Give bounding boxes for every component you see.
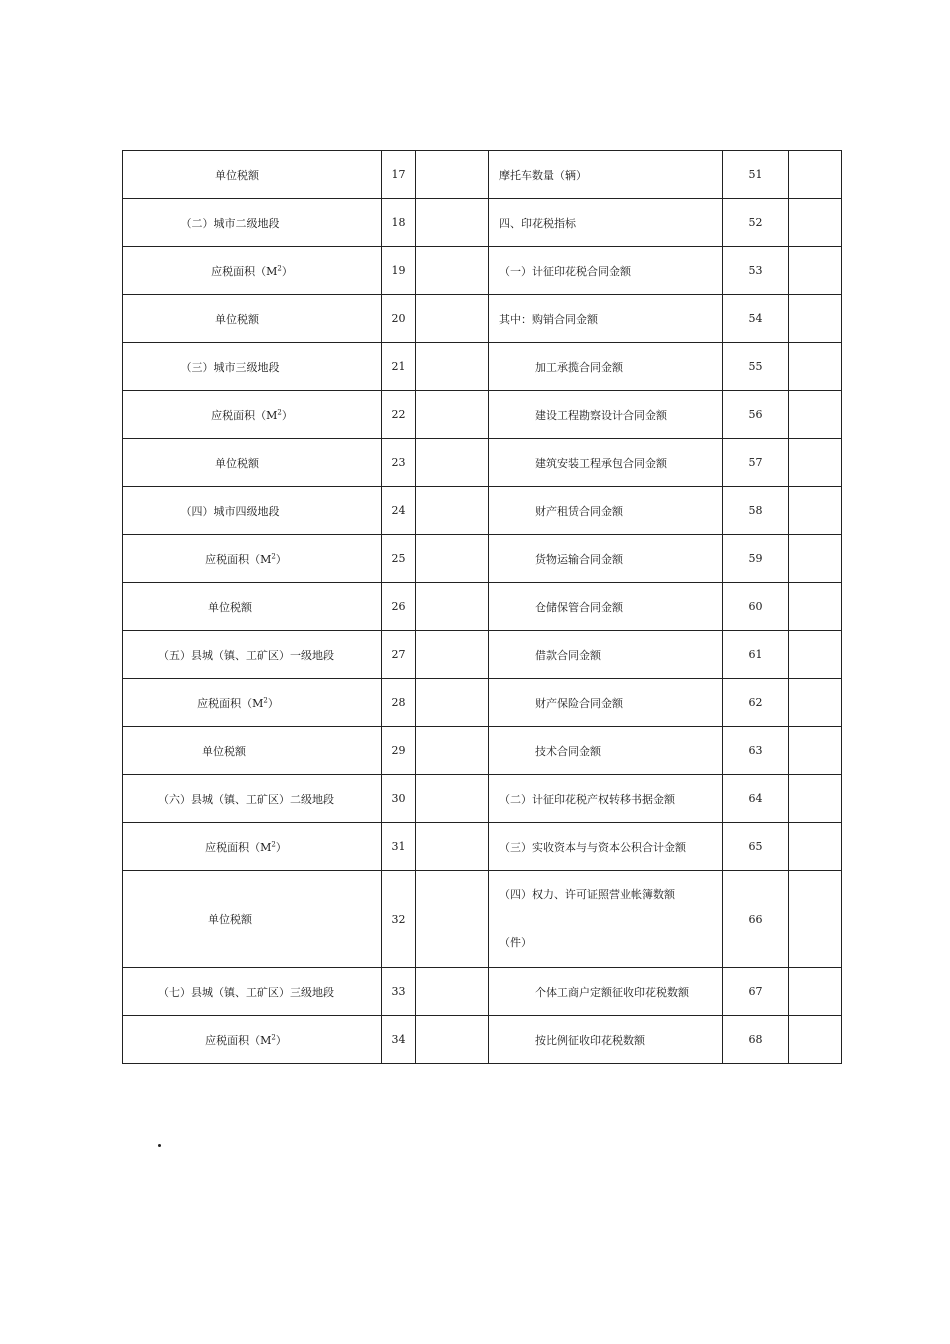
right-item-label: 货物运输合同金额 — [489, 535, 723, 583]
left-item-label: 应税面积$(M^2)$ — [123, 391, 382, 439]
right-value-cell[interactable] — [789, 343, 842, 391]
table-row — [123, 679, 842, 727]
right-value-cell[interactable] — [789, 247, 842, 295]
left-item-label: 应税面积$(M^2)$ — [123, 1016, 382, 1064]
left-item-number: 32 — [382, 871, 416, 968]
left-item-label: （三）城市三级地段 — [123, 343, 382, 391]
left-item-label: 单位税额 — [123, 295, 382, 343]
right-item-label: 加工承揽合同金额 — [489, 343, 723, 391]
right-value-cell[interactable] — [789, 775, 842, 823]
right-item-number: 54 — [723, 295, 789, 343]
left-item-label: 单位税额 — [123, 727, 382, 775]
table-row — [123, 631, 842, 679]
bullet-mark — [158, 1144, 161, 1147]
left-value-cell[interactable] — [416, 199, 489, 247]
right-item-label: （四）权力、许可证照营业帐簿数额（件） — [489, 871, 723, 968]
left-value-cell[interactable] — [416, 295, 489, 343]
right-value-cell[interactable] — [789, 151, 842, 199]
left-value-cell[interactable] — [416, 727, 489, 775]
right-item-label: 建筑安装工程承包合同金额 — [489, 439, 723, 487]
table-row — [123, 535, 842, 583]
right-item-number: 66 — [723, 871, 789, 968]
left-value-cell[interactable] — [416, 343, 489, 391]
right-value-cell[interactable] — [789, 968, 842, 1016]
left-value-cell[interactable] — [416, 487, 489, 535]
right-item-label: （一）计征印花税合同金额 — [489, 247, 723, 295]
right-item-label: 财产保险合同金额 — [489, 679, 723, 727]
left-value-cell[interactable] — [416, 631, 489, 679]
right-item-number: 68 — [723, 1016, 789, 1064]
left-value-cell[interactable] — [416, 391, 489, 439]
left-item-label: 应税面积$(M^2)$ — [123, 535, 382, 583]
left-item-number: 33 — [382, 968, 416, 1016]
table-row — [123, 247, 842, 295]
superscript: 2 — [277, 263, 282, 272]
left-value-cell[interactable] — [416, 583, 489, 631]
left-item-label: 单位税额 — [123, 151, 382, 199]
right-item-number: 51 — [723, 151, 789, 199]
table-row — [123, 1016, 842, 1064]
right-value-cell[interactable] — [789, 871, 842, 968]
left-item-number: 25 — [382, 535, 416, 583]
superscript: 2 — [271, 1032, 276, 1041]
right-item-label: 技术合同金额 — [489, 727, 723, 775]
right-item-label: 个体工商户定额征收印花税数额 — [489, 968, 723, 1016]
left-item-number: 21 — [382, 343, 416, 391]
left-item-number: 29 — [382, 727, 416, 775]
right-value-cell[interactable] — [789, 823, 842, 871]
right-item-label: 按比例征收印花税数额 — [489, 1016, 723, 1064]
left-item-label: 单位税额 — [123, 439, 382, 487]
right-value-cell[interactable] — [789, 727, 842, 775]
right-item-number: 55 — [723, 343, 789, 391]
table-row — [123, 295, 842, 343]
left-item-number: 17 — [382, 151, 416, 199]
table-row — [123, 583, 842, 631]
table-row — [123, 823, 842, 871]
left-item-number: 30 — [382, 775, 416, 823]
right-item-number: 59 — [723, 535, 789, 583]
left-value-cell[interactable] — [416, 1016, 489, 1064]
right-value-cell[interactable] — [789, 391, 842, 439]
table-row — [123, 199, 842, 247]
right-item-number: 58 — [723, 487, 789, 535]
right-item-number: 67 — [723, 968, 789, 1016]
superscript: 2 — [263, 695, 268, 704]
table-row — [123, 968, 842, 1016]
left-value-cell[interactable] — [416, 823, 489, 871]
left-item-number: 24 — [382, 487, 416, 535]
left-item-number: 22 — [382, 391, 416, 439]
left-item-number: 27 — [382, 631, 416, 679]
left-item-number: 19 — [382, 247, 416, 295]
left-item-label: 单位税额 — [123, 871, 382, 968]
left-item-number: 31 — [382, 823, 416, 871]
right-item-number: 64 — [723, 775, 789, 823]
left-item-number: 26 — [382, 583, 416, 631]
left-item-label: 应税面积$(M^2)$ — [123, 679, 382, 727]
left-value-cell[interactable] — [416, 871, 489, 968]
superscript: 2 — [271, 839, 276, 848]
right-item-label: 财产租赁合同金额 — [489, 487, 723, 535]
right-item-label: （三）实收资本与与资本公积合计金额 — [489, 823, 723, 871]
right-value-cell[interactable] — [789, 679, 842, 727]
right-item-label: 四、印花税指标 — [489, 199, 723, 247]
left-item-label: （二）城市二级地段 — [123, 199, 382, 247]
left-item-number: 20 — [382, 295, 416, 343]
right-item-label: （二）计征印花税产权转移书据金额 — [489, 775, 723, 823]
table-row — [123, 151, 842, 199]
table-row — [123, 391, 842, 439]
table-row — [123, 487, 842, 535]
left-value-cell[interactable] — [416, 439, 489, 487]
left-item-label: （五）县城（镇、工矿区）一级地段 — [123, 631, 382, 679]
right-value-cell[interactable] — [789, 535, 842, 583]
right-item-label: 仓储保管合同金额 — [489, 583, 723, 631]
table-row — [123, 343, 842, 391]
right-item-number: 56 — [723, 391, 789, 439]
left-item-number: 28 — [382, 679, 416, 727]
right-item-number: 60 — [723, 583, 789, 631]
table-row — [123, 439, 842, 487]
left-value-cell[interactable] — [416, 151, 489, 199]
table-row — [123, 775, 842, 823]
right-value-cell[interactable] — [789, 199, 842, 247]
left-item-label: （六）县城（镇、工矿区）二级地段 — [123, 775, 382, 823]
right-item-number: 61 — [723, 631, 789, 679]
left-item-label: （七）县城（镇、工矿区）三级地段 — [123, 968, 382, 1016]
right-value-cell[interactable] — [789, 295, 842, 343]
right-item-number: 57 — [723, 439, 789, 487]
right-item-number: 62 — [723, 679, 789, 727]
right-value-cell[interactable] — [789, 631, 842, 679]
left-item-label: 应税面积$(M^2)$ — [123, 823, 382, 871]
left-value-cell[interactable] — [416, 535, 489, 583]
left-value-cell[interactable] — [416, 775, 489, 823]
right-item-label: 其中：购销合同金额 — [489, 295, 723, 343]
superscript: 2 — [277, 407, 282, 416]
left-item-label: 应税面积$(M^2)$ — [123, 247, 382, 295]
right-value-cell[interactable] — [789, 583, 842, 631]
left-value-cell[interactable] — [416, 247, 489, 295]
right-item-number: 65 — [723, 823, 789, 871]
right-item-label: 建设工程勘察设计合同金额 — [489, 391, 723, 439]
left-item-label: 单位税额 — [123, 583, 382, 631]
table-row — [123, 727, 842, 775]
right-item-label: 借款合同金额 — [489, 631, 723, 679]
right-item-number: 52 — [723, 199, 789, 247]
left-item-number: 18 — [382, 199, 416, 247]
left-value-cell[interactable] — [416, 679, 489, 727]
right-value-cell[interactable] — [789, 439, 842, 487]
left-item-number: 23 — [382, 439, 416, 487]
superscript: 2 — [271, 551, 276, 560]
tax-indicator-table — [122, 150, 842, 1064]
left-item-number: 34 — [382, 1016, 416, 1064]
right-item-number: 53 — [723, 247, 789, 295]
right-value-cell[interactable] — [789, 1016, 842, 1064]
table-row — [123, 871, 842, 968]
right-item-label: 摩托车数量（辆） — [489, 151, 723, 199]
right-item-number: 63 — [723, 727, 789, 775]
right-value-cell[interactable] — [789, 487, 842, 535]
left-item-label: （四）城市四级地段 — [123, 487, 382, 535]
left-value-cell[interactable] — [416, 968, 489, 1016]
